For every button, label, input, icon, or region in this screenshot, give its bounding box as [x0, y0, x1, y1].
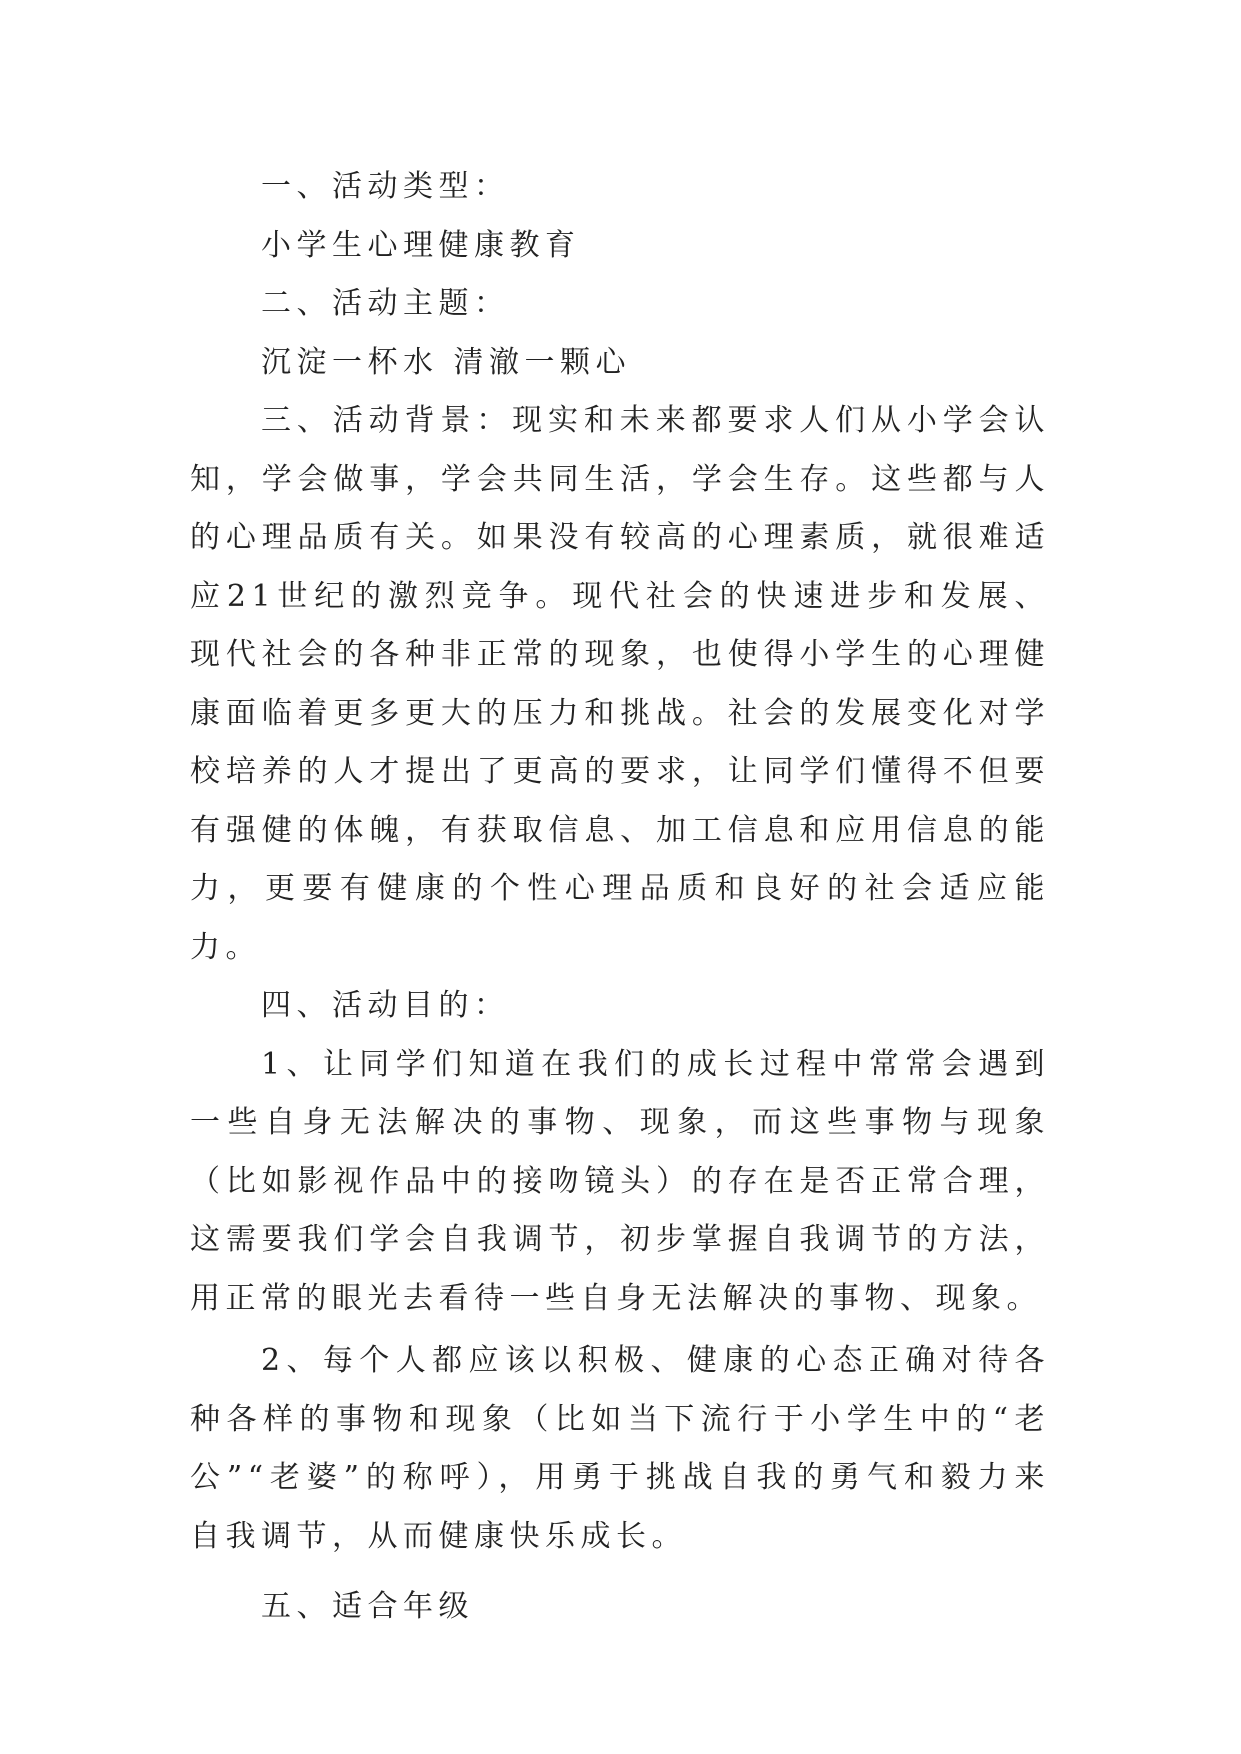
purpose-item-1: 1、让同学们知道在我们的成长过程中常常会遇到一些自身无法解决的事物、现象，而这些事物与现象（比如影视作品中的接吻镜头）的存在是否正常合理，这需要我们学会自我调节，初步掌握自我调节的方法，用正常的眼光去看待一些自身无法解决的事物、现象。 — [190, 1046, 1050, 1316]
purpose-item-2: 2、每个人都应该以积极、健康的心态正确对待各种各样的事物和现象（比如当下流行于小学生中的“老公”“老婆”的称呼），用勇于挑战自我的勇气和毅力来自我调节，从而健康快乐成长。 — [190, 1343, 1050, 1554]
heading-activity-theme: 二、活动主题： — [261, 286, 510, 321]
activity-background-paragraph: 三、活动背景：现实和未来都要求人们从小学会认知，学会做事，学会共同生活，学会生存。这些都与人的心理品质有关。如果没有较高的心理素质，就很难适应21世纪的激烈竞争。现代社会的快速进步和发展、现代社会的各种非正常的现象，也使得小学生的心理健康面临着更多更大的压力和挑战。社会的发展变化对学校培养的人才提出了更高的要求，让同学们懂得不但要有强健的体魄，有获取信息、加工信息和应用信息的能力，更要有健康的个性心理品质和良好的社会适应能力。 — [190, 403, 1050, 965]
heading-suitable-grade: 五、适合年级 — [261, 1589, 474, 1624]
activity-theme-text: 沉淀一杯水 清澈一颗心 — [261, 344, 632, 380]
heading-activity-purpose: 四、活动目的： — [261, 988, 510, 1023]
heading-activity-type: 一、活动类型： — [261, 169, 510, 204]
activity-type-text: 小学生心理健康教育 — [261, 227, 581, 263]
document-body — [190, 158, 1050, 1637]
